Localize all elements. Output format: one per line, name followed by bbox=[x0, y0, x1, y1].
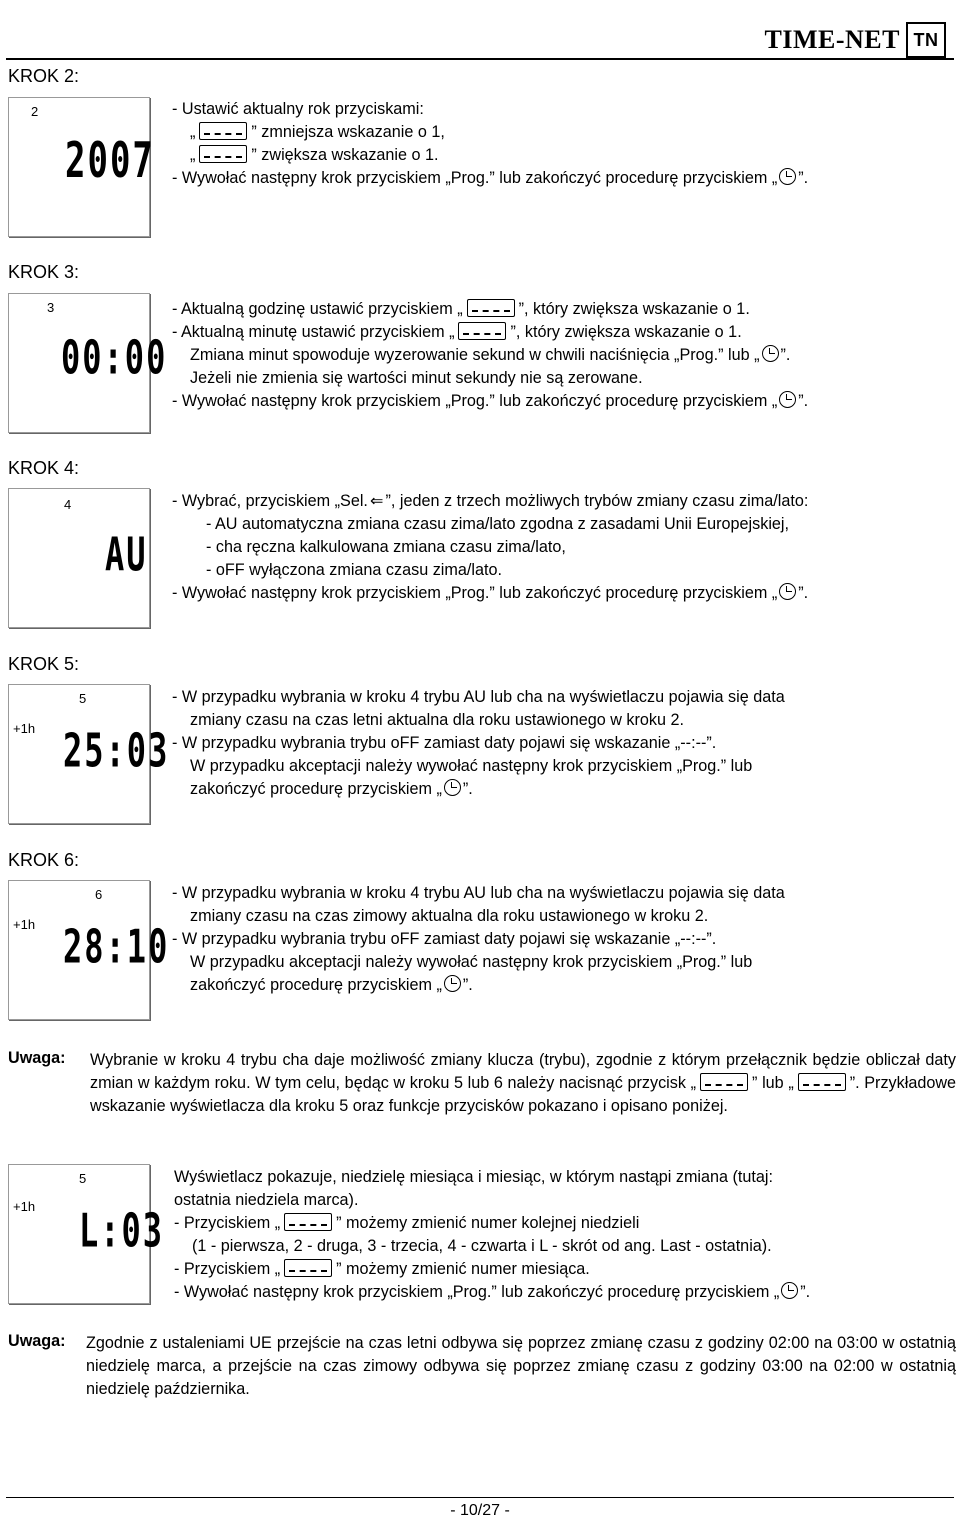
step-2-display bbox=[8, 97, 155, 237]
plus-1h-indicator: +1h bbox=[13, 721, 36, 736]
brand-name: TIME-NET bbox=[764, 25, 900, 54]
button-minus-icon bbox=[467, 299, 515, 317]
text-line: zmniejsza wskazanie o 1, bbox=[261, 123, 445, 141]
text-line: ”, jeden z trzech możliwych trybów zmiany czasu zima/lato: bbox=[385, 492, 809, 510]
text-line: - Aktualną minutę ustawić przyciskiem bbox=[172, 323, 445, 341]
header-divider bbox=[6, 58, 954, 60]
text-line: - Aktualną godzinę ustawić przyciskiem bbox=[172, 300, 453, 318]
clock-icon bbox=[779, 168, 796, 185]
note-2-label: Uwaga: bbox=[8, 1332, 66, 1350]
brand-mark-icon: TN bbox=[906, 22, 946, 58]
step-4-title: KROK 4: bbox=[8, 458, 80, 478]
lcd-readout: 2007 bbox=[65, 132, 155, 190]
plus-1h-indicator: +1h bbox=[13, 917, 36, 932]
text-line: - W przypadku wybrania trybu oFF zamiast daty pojawi się wskazanie „--:--”. bbox=[172, 930, 717, 948]
lcd-readout: 28:10 bbox=[63, 919, 170, 975]
text-line: - Wywołać następny krok przyciskiem „Prog.” lub zakończyć procedurę przyciskiem bbox=[172, 169, 768, 187]
text-line: Zmiana minut spowoduje wyzerowanie sekund w chwili naciśnięcia „Prog.” lub bbox=[190, 346, 750, 364]
text-line: - Wywołać następny krok przyciskiem „Prog.” lub zakończyć procedurę przyciskiem bbox=[172, 584, 768, 602]
step-3-title: KROK 3: bbox=[8, 262, 80, 282]
clock-icon bbox=[779, 583, 796, 600]
note-text: Wybranie w kroku 4 trybu cha daje możliwość zmiany klucza (trybu), zgodnie z którym przełącznik będzie obliczał daty zmian w każdym roku. W tym celu, będąc w kroku 5 lub 6 należy nacisnąć przycisk bbox=[90, 1051, 956, 1092]
text-line: - W przypadku wybrania w kroku 4 trybu AU lub cha na wyświetlaczu pojawia się data bbox=[172, 688, 785, 706]
text-line: - AU automatyczna zmiana czasu zima/lato zgodna z zasadami Unii Europejskiej, bbox=[206, 515, 790, 533]
button-minus-icon bbox=[798, 1073, 846, 1091]
text-line: W przypadku akceptacji należy wywołać następny krok przyciskiem „Prog.” lub bbox=[190, 953, 753, 971]
lcd-readout: AU bbox=[105, 527, 148, 583]
clock-icon bbox=[762, 345, 779, 362]
text-line: , który zwiększa wskazanie o 1. bbox=[515, 323, 742, 341]
note-2-text: Zgodnie z ustaleniami UE przejście na czas letni odbywa się poprzez zmianę czasu z godziny 02:00 na 03:00 w ostatnią niedzielę marca, a przejście na czas zimowy odbywa się poprzez zmianę czasu z godziny 03:00 na 02:00 w ostatnią niedzielę października. bbox=[86, 1334, 956, 1398]
display-step-number: 2 bbox=[31, 104, 39, 119]
text-line: zwiększa wskazanie o 1. bbox=[261, 146, 439, 164]
plus-1h-indicator: +1h bbox=[13, 1199, 36, 1214]
brand-logo bbox=[765, 22, 946, 58]
button-plus-icon bbox=[199, 145, 247, 163]
text-line: - Ustawić aktualny rok przyciskami: bbox=[172, 100, 424, 118]
button-minus-icon bbox=[199, 122, 247, 140]
lcd-readout: 25:03 bbox=[63, 723, 170, 779]
arrow-left-icon: ⇐ bbox=[369, 492, 384, 510]
step-5-title: KROK 5: bbox=[8, 654, 80, 674]
page-number: - 10/27 - bbox=[450, 1502, 510, 1519]
text-line: możemy zmienić numer kolejnej niedzieli bbox=[346, 1214, 640, 1232]
text-line: ostatnia niedziela marca). bbox=[174, 1191, 359, 1209]
note-1-label: Uwaga: bbox=[8, 1049, 66, 1067]
text-line: możemy zmienić numer miesiąca. bbox=[346, 1260, 590, 1278]
button-minus-icon bbox=[284, 1213, 332, 1231]
text-line: (1 - pierwsza, 2 - druga, 3 - trzecia, 4 - czwarta i L - skrót od ang. Last - ostatnia). bbox=[192, 1237, 772, 1255]
step-2-title: KROK 2: bbox=[8, 66, 80, 86]
clock-icon bbox=[444, 779, 461, 796]
step-6-title: KROK 6: bbox=[8, 850, 80, 870]
display-step-number: 5 bbox=[79, 1171, 87, 1186]
step-5-text: - W przypadku wybrania w kroku 4 trybu AU lub cha na wyświetlaczu pojawia się data zmiany czasu na czas letni aktualna dla roku ustawionego w kroku 2. - W przypadku wybrania trybu oFF zamiast daty pojawi się wskazanie „--:--”. W przypadku akceptacji należy wywołać następny krok przyciskiem „Prog.” lub zakończyć procedurę przyciskiem „ ”. bbox=[172, 686, 958, 801]
clock-icon bbox=[444, 975, 461, 992]
text-line: zmiany czasu na czas letni aktualna dla roku ustawionego w kroku 2. bbox=[190, 711, 684, 729]
button-plus-icon bbox=[284, 1259, 332, 1277]
clock-icon bbox=[781, 1282, 798, 1299]
step-4-display bbox=[8, 488, 150, 628]
display-step-number: 4 bbox=[64, 497, 72, 512]
note-text-end: . Przykładowe wskazanie wyświetlacza dla kroku 5 oraz funkcje przycisków pokazano i opisano poniżej. bbox=[90, 1074, 957, 1115]
text-line: - Przyciskiem bbox=[174, 1260, 271, 1278]
note-text-mid: lub bbox=[762, 1074, 784, 1092]
text-line: - Wywołać następny krok przyciskiem „Prog.” lub zakończyć procedurę przyciskiem bbox=[172, 392, 768, 410]
clock-icon bbox=[779, 391, 796, 408]
text-line: , który zwiększa wskazanie o 1. bbox=[524, 300, 750, 318]
text-line: - cha ręczna kalkulowana zmiana czasu zima/lato, bbox=[206, 538, 566, 556]
step-6-display bbox=[8, 880, 170, 1020]
lcd-readout: 00:00 bbox=[61, 330, 168, 386]
note-1-text: Wybranie w kroku 4 trybu cha daje możliwość zmiany klucza (trybu), zgodnie z którym przełącznik będzie obliczał daty zmian w każdym roku. W tym celu, będąc w kroku 5 lub 6 należy nacisnąć przycisk „ ” lub „ ”. Przykładowe wskazanie wyświetlacza dla kroku 5 oraz funkcje przycisków pokazano i opisano poniżej. bbox=[90, 1051, 957, 1115]
button-plus-icon bbox=[700, 1073, 748, 1091]
text-line: Wyświetlacz pokazuje, niedzielę miesiąca i miesiąc, w którym nastąpi zmiana (tutaj: bbox=[174, 1168, 774, 1186]
example-text: Wyświetlacz pokazuje, niedzielę miesiąca i miesiąc, w którym nastąpi zmiana (tutaj: ostatnia niedziela marca). - Przyciskiem „ ” możemy zmienić numer kolejnej niedzieli (1 - pierwsza, 2 - druga, 3 - trzecia, 4 - czwarta i L - skrót od ang. Last - ostatnia). - Przyciskiem „ ” możemy zmienić numer miesiąca. - Wywołać następny krok przyciskiem „Prog.” lub zakończyć procedurę przyciskiem „ ”. bbox=[174, 1166, 960, 1304]
text-line: - W przypadku wybrania trybu oFF zamiast daty pojawi się wskazanie „--:--”. bbox=[172, 734, 717, 752]
display-step-number: 5 bbox=[79, 691, 87, 706]
step-3-display bbox=[8, 293, 168, 433]
text-line: Jeżeli nie zmienia się wartości minut sekundy nie są zerowane. bbox=[190, 369, 643, 387]
step-2-text: - Ustawić aktualny rok przyciskami: „ ” zmniejsza wskazanie o 1, „ ” zwiększa wskazanie o 1. - Wywołać następny krok przyciskiem „Prog.” lub zakończyć procedurę przyciskiem „ ”. bbox=[172, 98, 958, 190]
step-4-text: - Wybrać, przyciskiem „Sel. ⇐ ”, jeden z trzech możliwych trybów zmiany czasu zima/lato: - AU automatyczna zmiana czasu zima/lato zgodna z zasadami Unii Europejskiej, - cha ręczna kalkulowana zmiana czasu zima/lato, - oFF wyłączona zmiana czasu zima/lato. - Wywołać następny krok przyciskiem „Prog.” lub zakończyć procedurę przyciskiem „ ”. bbox=[172, 490, 958, 605]
text-line: zakończyć procedurę przyciskiem bbox=[190, 976, 432, 994]
text-line: W przypadku akceptacji należy wywołać następny krok przyciskiem „Prog.” lub bbox=[190, 757, 753, 775]
text-line: - Wybrać, przyciskiem „Sel. bbox=[172, 492, 368, 510]
text-line: - oFF wyłączona zmiana czasu zima/lato. bbox=[206, 561, 502, 579]
step-5-display bbox=[8, 684, 170, 824]
button-plus-icon bbox=[458, 322, 506, 340]
text-line: - Przyciskiem bbox=[174, 1214, 271, 1232]
display-step-number: 3 bbox=[47, 300, 55, 315]
text-line: zmiany czasu na czas zimowy aktualna dla roku ustawionego w kroku 2. bbox=[190, 907, 709, 925]
text-line: zakończyć procedurę przyciskiem bbox=[190, 780, 432, 798]
lcd-readout: L:03 bbox=[79, 1203, 165, 1259]
text-line: - Wywołać następny krok przyciskiem „Prog.” lub zakończyć procedurę przyciskiem bbox=[174, 1283, 770, 1301]
example-display bbox=[8, 1164, 165, 1304]
step-3-text: - Aktualną godzinę ustawić przyciskiem „ ”, który zwiększa wskazanie o 1. - Aktualną minutę ustawić przyciskiem „ ”, który zwiększa wskazanie o 1. Zmiana minut spowoduje wyzerowanie sekund w chwili naciśnięcia „Prog.” lub „ ”. Jeżeli nie zmienia się wartości minut sekundy nie są zerowane. - Wywołać następny krok przyciskiem „Prog.” lub zakończyć procedurę przyciskiem „ ”. bbox=[172, 298, 958, 413]
footer-divider bbox=[6, 1497, 954, 1498]
step-6-text: - W przypadku wybrania w kroku 4 trybu AU lub cha na wyświetlaczu pojawia się data zmiany czasu na czas zimowy aktualna dla roku ustawionego w kroku 2. - W przypadku wybrania trybu oFF zamiast daty pojawi się wskazanie „--:--”. W przypadku akceptacji należy wywołać następny krok przyciskiem „Prog.” lub zakończyć procedurę przyciskiem „ ”. bbox=[172, 882, 958, 997]
display-step-number: 6 bbox=[95, 887, 103, 902]
text-line: - W przypadku wybrania w kroku 4 trybu AU lub cha na wyświetlaczu pojawia się data bbox=[172, 884, 785, 902]
